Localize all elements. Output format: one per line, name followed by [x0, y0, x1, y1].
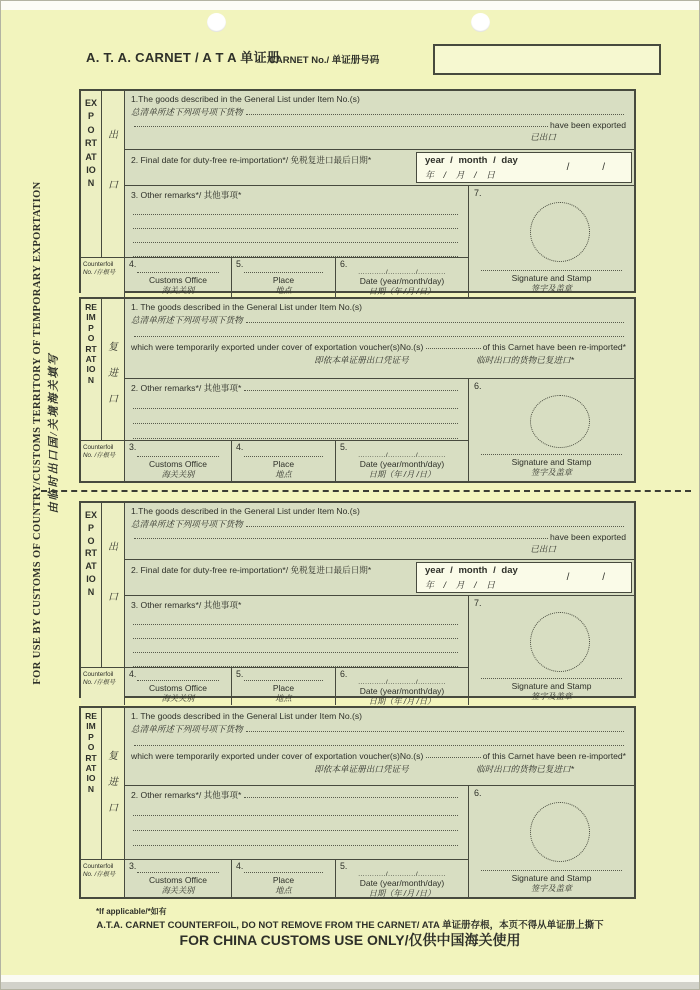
dotted-writing-line	[133, 229, 458, 243]
dotted-writing-line	[134, 538, 548, 539]
dotted-writing-line	[137, 452, 219, 457]
goods-line5-cn-a: 即依本单证册出口凭证号	[314, 355, 409, 365]
signature-label-en: Signature and Stamp	[511, 873, 592, 883]
stamp-field-number: 7.	[474, 598, 482, 608]
goods-line1: 1. The goods described in the General List under Item No.(s)	[131, 711, 363, 721]
remarks-label: 2. Other remarks*/ 其他事项*	[131, 383, 242, 393]
goods-line2-cn: 总清单所述下列项号项下货物	[131, 519, 243, 529]
china-customs-only-line: FOR CHINA CUSTOMS USE ONLY/仅供中国海关使用	[179, 932, 521, 948]
customs-office-cell: 4. Customs Office 海关关别	[124, 667, 231, 705]
other-remarks-field	[124, 785, 468, 859]
goods-description-field	[124, 708, 634, 785]
carnet-no-box	[433, 44, 661, 75]
dotted-writing-line	[133, 409, 458, 424]
stamp-field-number: 6.	[474, 788, 482, 798]
final-date-field	[124, 149, 634, 185]
stamp-field	[468, 378, 634, 481]
date-dotted-slots: ............/............/............	[358, 679, 446, 686]
goods-line4-en-b: of this Carnet have been re-imported*	[482, 342, 626, 352]
dotted-writing-line	[133, 201, 458, 215]
dotted-writing-line	[244, 679, 323, 681]
signature-block	[469, 448, 634, 481]
date-box-slashes: / /	[566, 162, 605, 173]
final-date-field	[124, 559, 634, 595]
place-cell: 5. Place 地点	[231, 257, 335, 297]
remarks-label: 2. Other remarks*/ 其他事项*	[131, 790, 242, 800]
stamp-field-number: 7.	[474, 188, 482, 198]
goods-line4-en-a: which were temporarily exported under cover of exportation voucher(s)No.(s)	[131, 751, 424, 761]
dotted-writing-line	[133, 625, 458, 639]
goods-description-field	[124, 299, 634, 378]
goods-line4-cn: 已出口	[530, 544, 556, 554]
final-date-label: 2. Final date for duty-free re-importation*/ 免税复进口最后日期*	[131, 155, 372, 165]
exportation-side-label-cn: 出口	[101, 503, 124, 667]
reimportation-side-label-cn: 复进口	[101, 708, 124, 859]
scan-edge-bottom	[1, 975, 699, 982]
goods-description-field	[124, 503, 634, 559]
dotted-writing-line	[137, 679, 219, 681]
form-title: A. T. A. CARNET / A T A 单证册	[86, 50, 281, 65]
signature-label-en: Signature and Stamp	[511, 273, 592, 283]
reimportation-section-2	[79, 706, 636, 899]
remarks-label: 3. Other remarks*/ 其他事项*	[131, 600, 242, 610]
dotted-writing-line	[133, 639, 458, 653]
dotted-writing-line	[244, 871, 323, 873]
goods-line1: 1.The goods described in the General List under Item No.(s)	[131, 506, 360, 516]
exportation-side-label: EXPORTATION	[81, 503, 101, 667]
place-cell: 4. Place 地点	[231, 440, 335, 481]
signature-label-en: Signature and Stamp	[511, 457, 592, 467]
signature-label-en: Signature and Stamp	[511, 681, 592, 691]
dotted-writing-line	[246, 322, 624, 323]
signature-block	[469, 672, 634, 705]
date-cell: 6. ............/............/............ Date (year/month/day) 日期（年 /月 /日）	[335, 667, 468, 705]
dotted-writing-line	[244, 797, 458, 798]
stamp-circle	[530, 202, 590, 262]
goods-line4-en-b: of this Carnet have been re-imported*	[482, 751, 626, 761]
goods-line4-cn: 已出口	[530, 132, 556, 142]
stamp-field-number: 6.	[474, 381, 482, 391]
reimportation-side-label: REIMPORTATION	[81, 299, 101, 440]
stamp-circle	[530, 612, 590, 672]
final-date-label: 2. Final date for duty-free re-importation*/ 免税复进口最后日期*	[131, 565, 372, 575]
signature-label-cn: 签字及盖章	[531, 884, 572, 893]
goods-line5-cn-a: 即依本单证册出口凭证号	[314, 764, 409, 774]
dotted-writing-line	[244, 269, 323, 273]
dotted-writing-line	[137, 269, 219, 273]
date-box-cn: 年 / 月 / 日	[425, 169, 496, 180]
stamp-field	[468, 185, 634, 297]
dotted-writing-line	[246, 731, 624, 732]
exportation-side-label-cn: 出口	[101, 91, 124, 257]
dotted-writing-line	[133, 611, 458, 625]
dotted-writing-line	[134, 336, 624, 337]
date-box-cn: 年 / 月 / 日	[425, 579, 496, 590]
date-box-en: year / month / day	[425, 564, 518, 576]
perforation-dashed-line	[41, 490, 691, 492]
punch-hole	[471, 13, 490, 32]
left-margin-en: FOR USE BY CUSTOMS OF COUNTRY/CUSTOMS TERRITORY OF TEMPORARY EXPORTATION	[32, 181, 43, 685]
date-cell: 6. ............/............/............ Date (year/month/day) 日期（年 /月 /日）	[335, 257, 468, 297]
goods-line1: 1.The goods described in the General List under Item No.(s)	[131, 94, 360, 104]
date-entry-box	[416, 152, 632, 183]
left-margin-note	[32, 133, 66, 733]
counterfoil-no-label: Counterfoil No. /存根号	[81, 440, 124, 481]
exportation-side-label: EXPORTATION	[81, 91, 101, 257]
dotted-writing-line	[481, 264, 622, 271]
dotted-writing-line	[134, 126, 548, 127]
date-cell: 5. ............/............/............ Date (year/month/day) 日期（年 /月 /日）	[335, 859, 468, 897]
carnet-no-label: CARNET No./ 单证册号码	[269, 55, 380, 66]
scan-edge-shadow	[1, 982, 699, 989]
dotted-writing-line	[137, 871, 219, 873]
dotted-writing-line	[133, 653, 458, 667]
punch-hole	[207, 13, 226, 32]
place-cell: 4. Place 地点	[231, 859, 335, 897]
dotted-writing-line	[134, 745, 624, 746]
stamp-field	[468, 785, 634, 897]
stamp-field	[468, 595, 634, 705]
reimportation-side-label-cn: 复进口	[101, 299, 124, 440]
customs-office-cell: 3. Customs Office 海关关别	[124, 440, 231, 481]
goods-line2-cn: 总清单所述下列项号项下货物	[131, 315, 243, 325]
scan-edge-top	[1, 1, 699, 10]
signature-label-cn: 签字及盖章	[531, 284, 572, 293]
counterfoil-no-label: Counterfoil No. /存根号	[81, 667, 124, 705]
dotted-writing-line	[244, 452, 323, 457]
signature-label-cn: 签字及盖章	[531, 468, 572, 477]
goods-line3-en: have been exported	[550, 532, 626, 542]
customs-office-cell: 3. Customs Office 海关关别	[124, 859, 231, 897]
customs-office-cell: 4. Customs Office 海关关别	[124, 257, 231, 297]
dotted-writing-line	[133, 424, 458, 439]
stamp-circle	[530, 395, 590, 448]
if-applicable-note: *If applicable/*如有	[96, 907, 167, 916]
goods-description-field	[124, 91, 634, 149]
other-remarks-field	[124, 595, 468, 667]
counterfoil-no-label: Counterfoil No. /存根号	[81, 859, 124, 897]
stamp-circle	[530, 802, 590, 862]
date-box-en: year / month / day	[425, 154, 518, 166]
dotted-writing-line	[426, 348, 480, 349]
dotted-writing-line	[133, 816, 458, 831]
goods-line2-cn: 总清单所述下列项号项下货物	[131, 724, 243, 734]
dotted-writing-line	[133, 831, 458, 846]
goods-line5-cn-b: 临时出口的货物已复进口*	[476, 764, 574, 774]
dotted-writing-line	[133, 243, 458, 257]
dotted-writing-line	[133, 801, 458, 816]
signature-block	[469, 864, 634, 897]
remarks-label: 3. Other remarks*/ 其他事项*	[131, 190, 242, 200]
signature-block	[469, 264, 634, 297]
reimportation-side-label: REIMPORTATION	[81, 708, 101, 859]
dotted-writing-line	[426, 757, 480, 758]
exportation-section-1	[79, 89, 636, 296]
counterfoil-no-label: Counterfoil No. /存根号	[81, 257, 124, 297]
signature-label-cn: 签字及盖章	[531, 692, 572, 701]
counterfoil-warning-line: A.T.A. CARNET COUNTERFOIL, DO NOT REMOVE FROM THE CARNET/ ATA 单证册存根，本页不得从单证册上撕下	[96, 920, 604, 931]
goods-line2-cn: 总清单所述下列项号项下货物	[131, 107, 243, 117]
exportation-section-2	[79, 501, 636, 706]
goods-line1: 1. The goods described in the General List under Item No.(s)	[131, 302, 363, 312]
dotted-writing-line	[481, 864, 622, 871]
dotted-writing-line	[244, 390, 458, 391]
date-entry-box	[416, 562, 632, 593]
date-dotted-slots: ............/............/............	[358, 269, 446, 276]
left-margin-cn: 由临时出口国/关境海关填写	[48, 352, 60, 514]
goods-line3-en: have been exported	[550, 120, 626, 130]
reimportation-section-1	[79, 297, 636, 483]
place-cell: 5. Place 地点	[231, 667, 335, 705]
dotted-writing-line	[133, 215, 458, 229]
dotted-writing-line	[246, 114, 624, 115]
dotted-writing-line	[481, 448, 622, 455]
other-remarks-field	[124, 185, 468, 257]
dotted-writing-line	[133, 394, 458, 409]
date-cell: 5. ............/............/............ Date (year/month/day) 日期（年 /月 /日）	[335, 440, 468, 481]
date-dotted-slots: ............/............/............	[358, 452, 446, 459]
goods-line5-cn-b: 临时出口的货物已复进口*	[476, 355, 574, 365]
dotted-writing-line	[246, 526, 624, 527]
other-remarks-field	[124, 378, 468, 440]
date-dotted-slots: ............/............/............	[358, 871, 446, 878]
goods-line4-en-a: which were temporarily exported under cover of exportation voucher(s)No.(s)	[131, 342, 424, 352]
date-box-slashes: / /	[566, 572, 605, 583]
dotted-writing-line	[481, 672, 622, 679]
